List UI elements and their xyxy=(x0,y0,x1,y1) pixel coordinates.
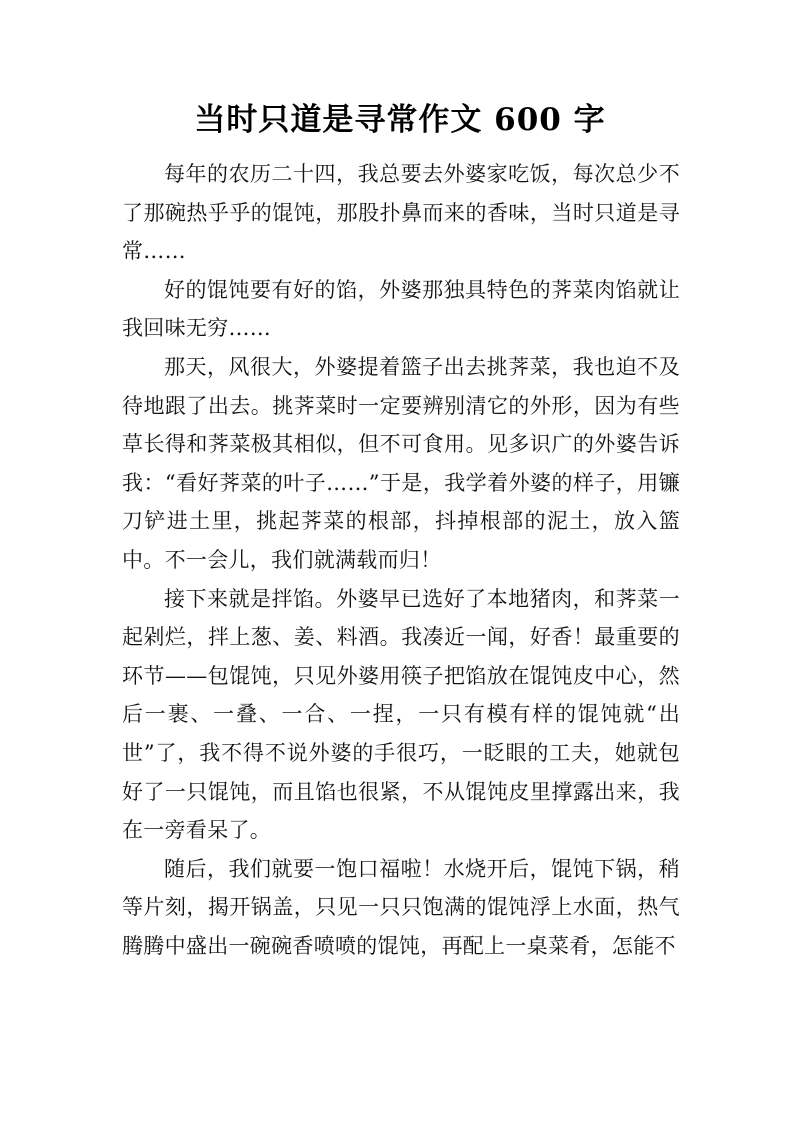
paragraph-5: 随后，我们就要一饱口福啦！水烧开后，馄饨下锅，稍等片刻，揭开锅盖，只见一只只饱满的馄饨浮上水面，热气腾腾中盛出一碗碗香喷喷的馄饨，再配上一桌菜肴，怎能不 xyxy=(122,856,680,958)
paragraph-3: 那天，风很大，外婆提着篮子出去挑荠菜，我也迫不及待地跟了出去。挑荠菜时一定要辨别清它的外形，因为有些草长得和荠菜极其相似，但不可食用。见多识广的外婆告诉我：“看好荠菜的叶子……”于是，我学着外婆的样子，用镰刀铲进土里，挑起荠菜的根部，抖掉根部的泥土，放入篮中。不一会儿，我们就满载而归！ xyxy=(122,354,680,572)
paragraph-4: 接下来就是拌馅。外婆早已选好了本地猪肉，和荠菜一起剁烂，拌上葱、姜、料酒。我凑近一闻，好香！最重要的环节——包馄饨，只见外婆用筷子把馅放在馄饨皮中心，然后一裹、一叠、一合、一捏，一只有模有样的馄饨就“出世”了，我不得不说外婆的手很巧，一眨眼的工夫，她就包好了一只馄饨，而且馅也很紧，不从馄饨皮里撑露出来，我在一旁看呆了。 xyxy=(122,586,680,843)
document-title: 当时只道是寻常作文 600 字 xyxy=(194,102,606,138)
paragraph-1: 每年的农历二十四，我总要去外婆家吃饭，每次总少不了那碗热乎乎的馄饨，那股扑鼻而来的香味，当时只道是寻常…… xyxy=(122,162,680,264)
paragraph-2: 好的馄饨要有好的馅，外婆那独具特色的荠菜肉馅就让我回味无穷…… xyxy=(122,277,680,341)
document-body xyxy=(122,155,680,965)
